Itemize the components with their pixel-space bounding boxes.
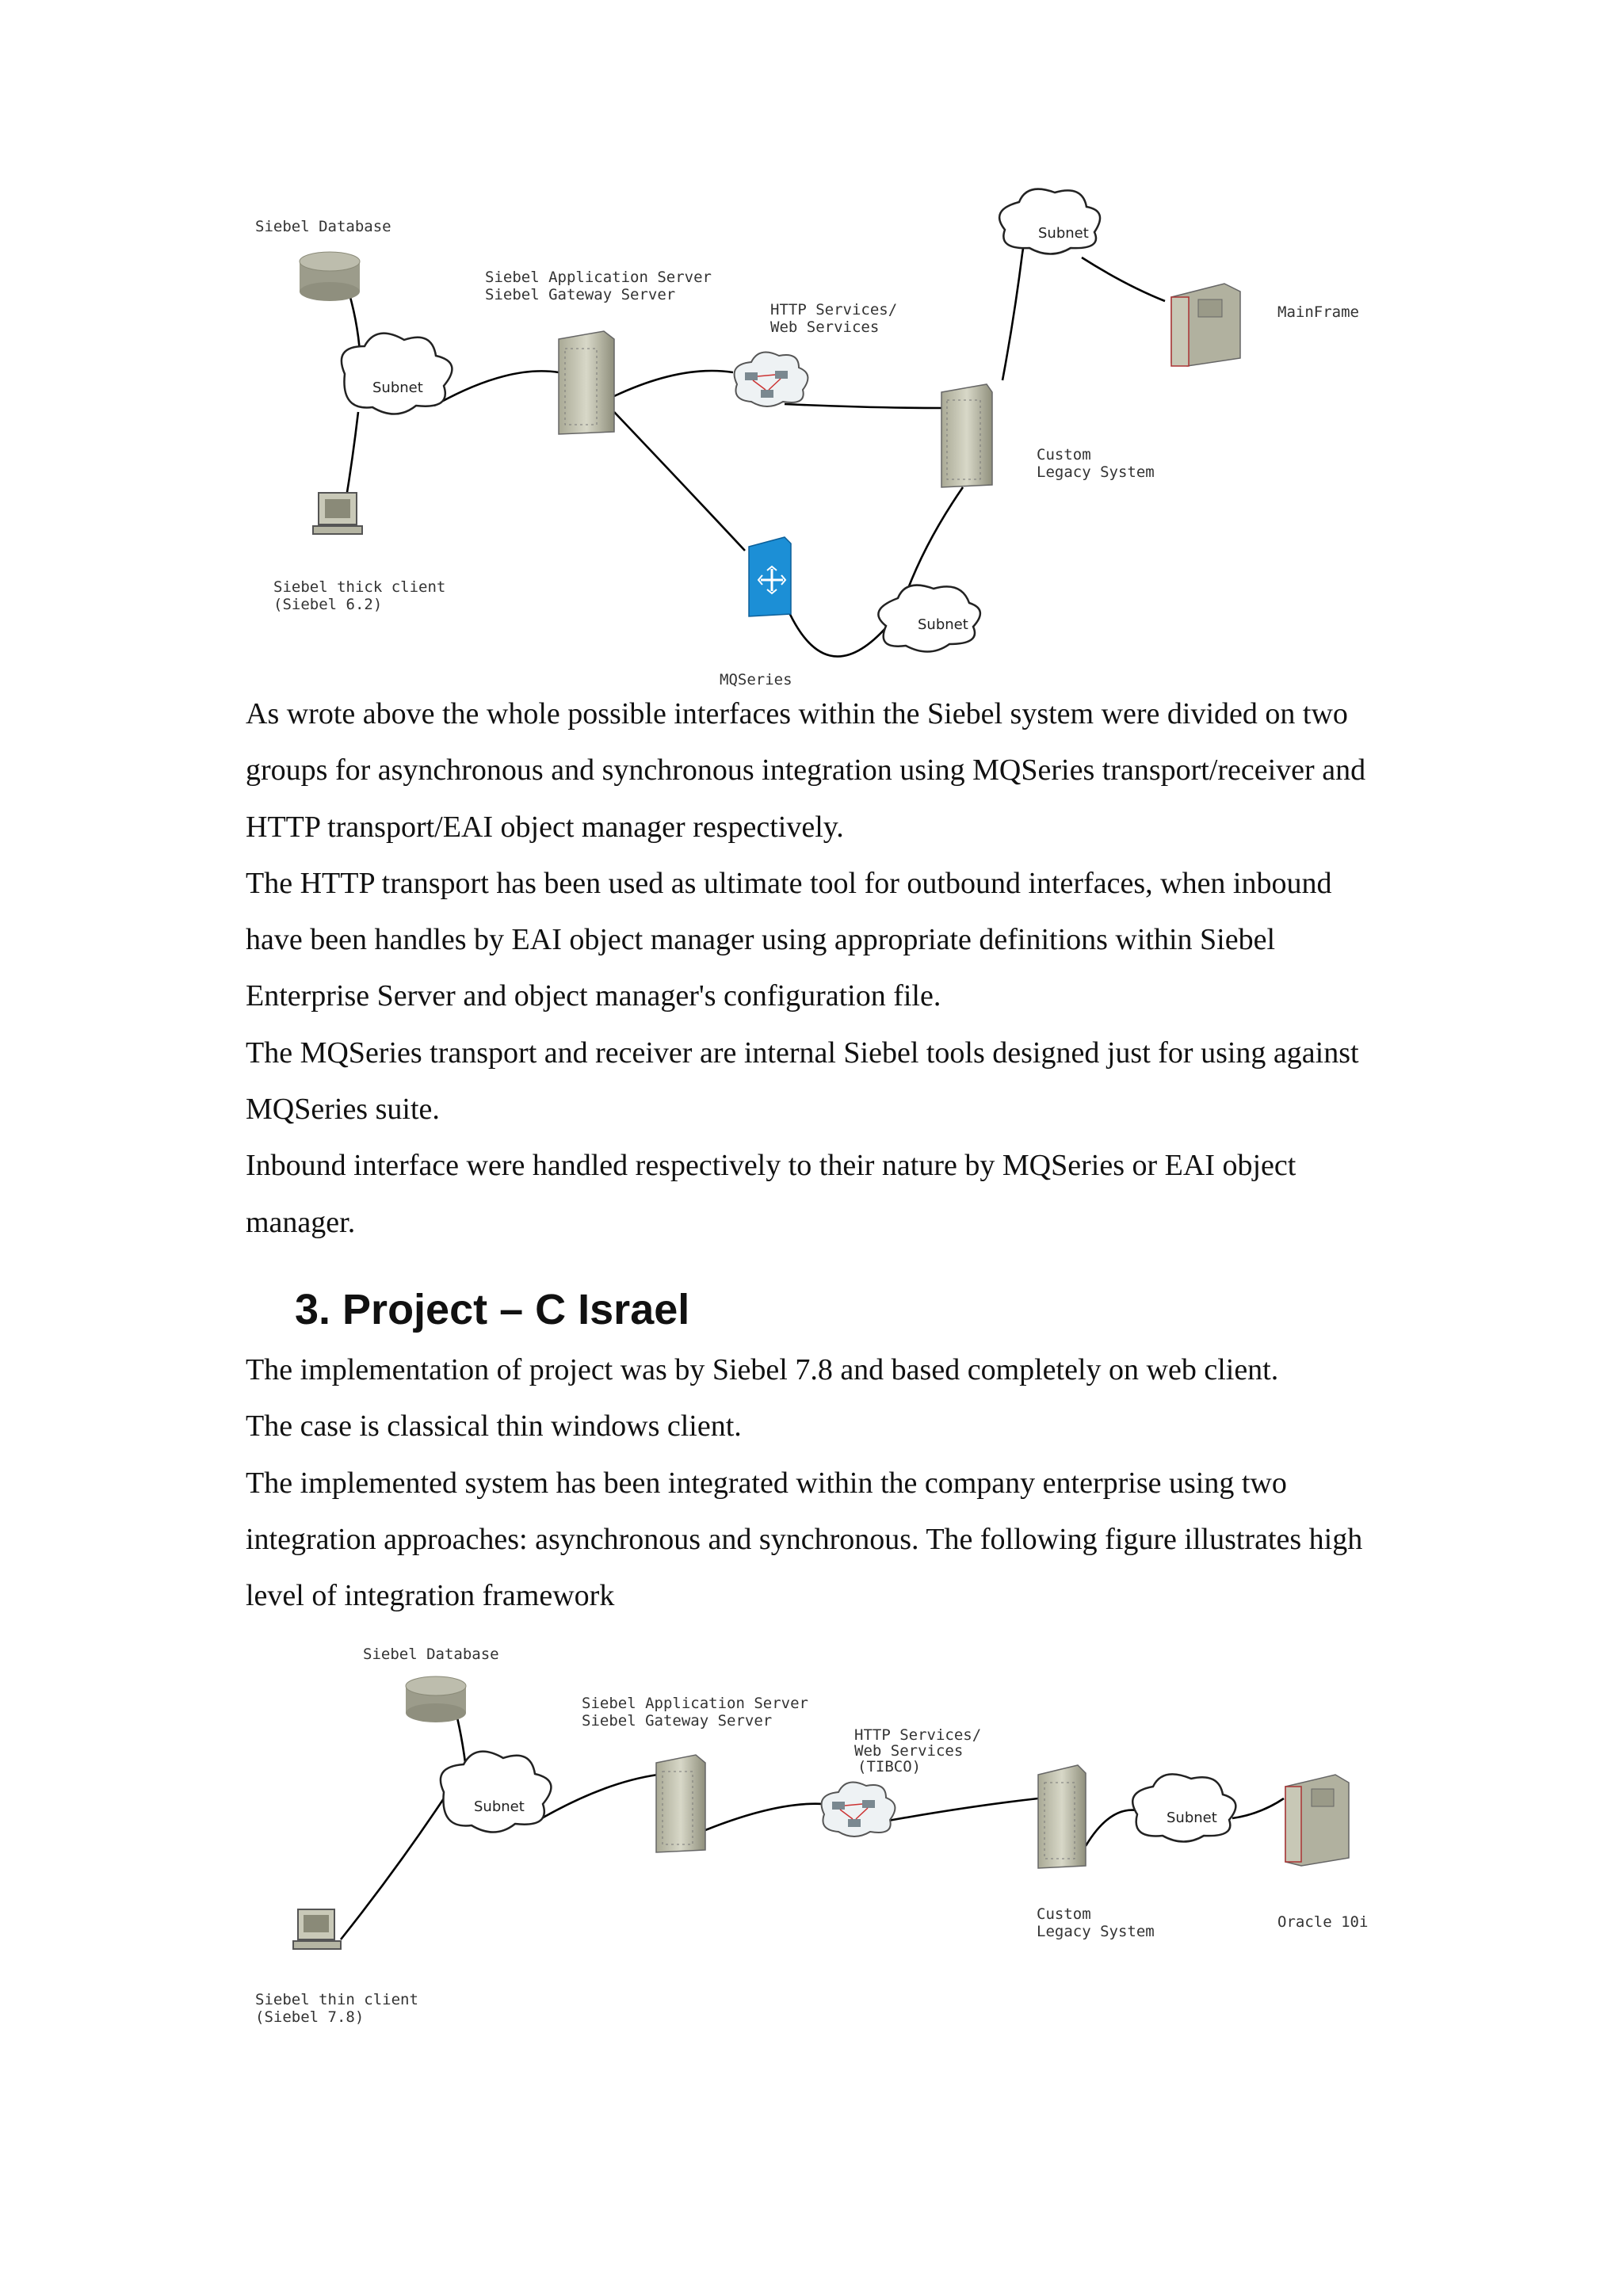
link-http-legacy — [880, 1798, 1038, 1822]
svg-text:Web Services: Web Services — [854, 1742, 964, 1760]
legacy-server-icon — [1038, 1765, 1086, 1868]
paragraph: As wrote above the whole possible interfaces within the Siebel system were divided on two groups for asynchronous and synchronous integration using MQSeries transport/receiver and HTTP transport/EAI object manager respectively. — [246, 697, 1366, 844]
intro-paragraphs — [246, 686, 1387, 1251]
svg-text:HTTP Services/: HTTP Services/ — [770, 301, 898, 318]
computer-icon — [313, 493, 362, 534]
paragraph: The case is classical thin windows client. — [246, 1409, 742, 1444]
link-legacy-subnet-top — [1002, 254, 1022, 380]
svg-text:Web Services: Web Services — [770, 318, 880, 336]
integration-diagram-top — [0, 0, 1623, 697]
subnet-cloud-top — [999, 189, 1100, 254]
database-icon — [406, 1676, 466, 1722]
section-heading: 3. Project – C Israel — [295, 1286, 690, 1333]
link-appserver-mq — [614, 412, 745, 551]
svg-text:Legacy System: Legacy System — [1037, 463, 1155, 481]
link-legacy-subnet-bottom — [907, 487, 963, 590]
mqseries-switch-icon — [749, 537, 791, 616]
svg-text:Legacy System: Legacy System — [1037, 1923, 1155, 1940]
svg-text:Siebel Application Server: Siebel Application Server — [582, 1695, 808, 1712]
paragraph: The MQSeries transport and receiver are internal Siebel tools designed just for using against MQSeries suite. — [246, 1035, 1359, 1127]
integration-diagram-bottom — [0, 1624, 1623, 2036]
svg-text:Subnet: Subnet — [372, 379, 423, 396]
svg-text:Subnet: Subnet — [1167, 1810, 1217, 1826]
link-subnet-oracle — [1232, 1798, 1284, 1818]
legacy-server-icon — [941, 384, 992, 487]
label-siebel-database: Siebel Database — [255, 218, 391, 235]
paragraph: The HTTP transport has been used as ultimate tool for outbound interfaces, when inbound have been handles by EAI object manager using appropriate definitions within Siebel Enterprise Server and object manager's configuration file. — [246, 866, 1332, 1013]
subnet-cloud-bottom — [878, 585, 980, 652]
svg-text:Siebel Gateway Server: Siebel Gateway Server — [582, 1712, 773, 1730]
link-subnet-appserver — [434, 371, 559, 406]
link-subnet-appserver — [535, 1775, 658, 1822]
link-appserver-http — [614, 371, 733, 396]
subnet-cloud-left — [441, 1752, 552, 1833]
svg-text:(Siebel 7.8): (Siebel 7.8) — [255, 2008, 365, 2026]
svg-text:Custom: Custom — [1037, 1905, 1091, 1923]
section-paragraphs — [246, 1342, 1387, 1624]
paragraph: The implemented system has been integrated within the company enterprise using two integration approaches: asynchronous and synchronous. The following figure illustrates high level of integration framework — [246, 1466, 1363, 1613]
svg-text:Custom: Custom — [1037, 446, 1091, 463]
oracle-server-icon — [1285, 1775, 1349, 1866]
svg-text:MQSeries: MQSeries — [720, 671, 792, 688]
link-subnet-client — [341, 1798, 444, 1939]
app-server-icon — [559, 331, 614, 434]
svg-text:MainFrame: MainFrame — [1277, 303, 1359, 321]
mainframe-icon — [1171, 284, 1240, 366]
database-icon — [300, 252, 360, 301]
svg-text:Siebel Application Server: Siebel Application Server — [485, 269, 712, 286]
svg-text:Siebel Gateway Server: Siebel Gateway Server — [485, 286, 676, 303]
paragraph: The implementation of project was by Siebel 7.8 and based completely on web client. — [246, 1353, 1279, 1386]
svg-text:(TIBCO): (TIBCO) — [857, 1758, 922, 1775]
svg-text:Subnet: Subnet — [474, 1798, 525, 1815]
link-legacy-subnet — [1086, 1810, 1137, 1846]
link-mq-subnet-bottom — [785, 602, 888, 657]
svg-text:Siebel Database: Siebel Database — [363, 1646, 499, 1663]
http-services-cloud-icon — [822, 1783, 896, 1837]
svg-text:Siebel thick client: Siebel thick client — [273, 578, 446, 596]
computer-icon — [293, 1909, 341, 1949]
http-services-cloud-icon — [735, 353, 808, 407]
link-subnet-mainframe — [1082, 257, 1165, 301]
subnet-cloud-right — [1132, 1774, 1235, 1841]
paragraph: Inbound interface were handled respectively to their nature by MQSeries or EAI object manager. — [246, 1149, 1296, 1239]
link-http-legacy — [785, 404, 943, 408]
svg-text:Subnet: Subnet — [1038, 225, 1089, 242]
subnet-cloud-left — [342, 334, 453, 414]
link-appserver-http — [705, 1804, 832, 1830]
svg-text:HTTP Services/: HTTP Services/ — [854, 1726, 982, 1744]
svg-text:(Siebel 6.2): (Siebel 6.2) — [273, 596, 383, 613]
svg-text:Oracle 10i: Oracle 10i — [1277, 1913, 1369, 1931]
svg-text:Siebel thin client: Siebel thin client — [255, 1991, 418, 2008]
svg-text:Subnet: Subnet — [918, 616, 968, 633]
app-server-icon — [656, 1755, 705, 1852]
